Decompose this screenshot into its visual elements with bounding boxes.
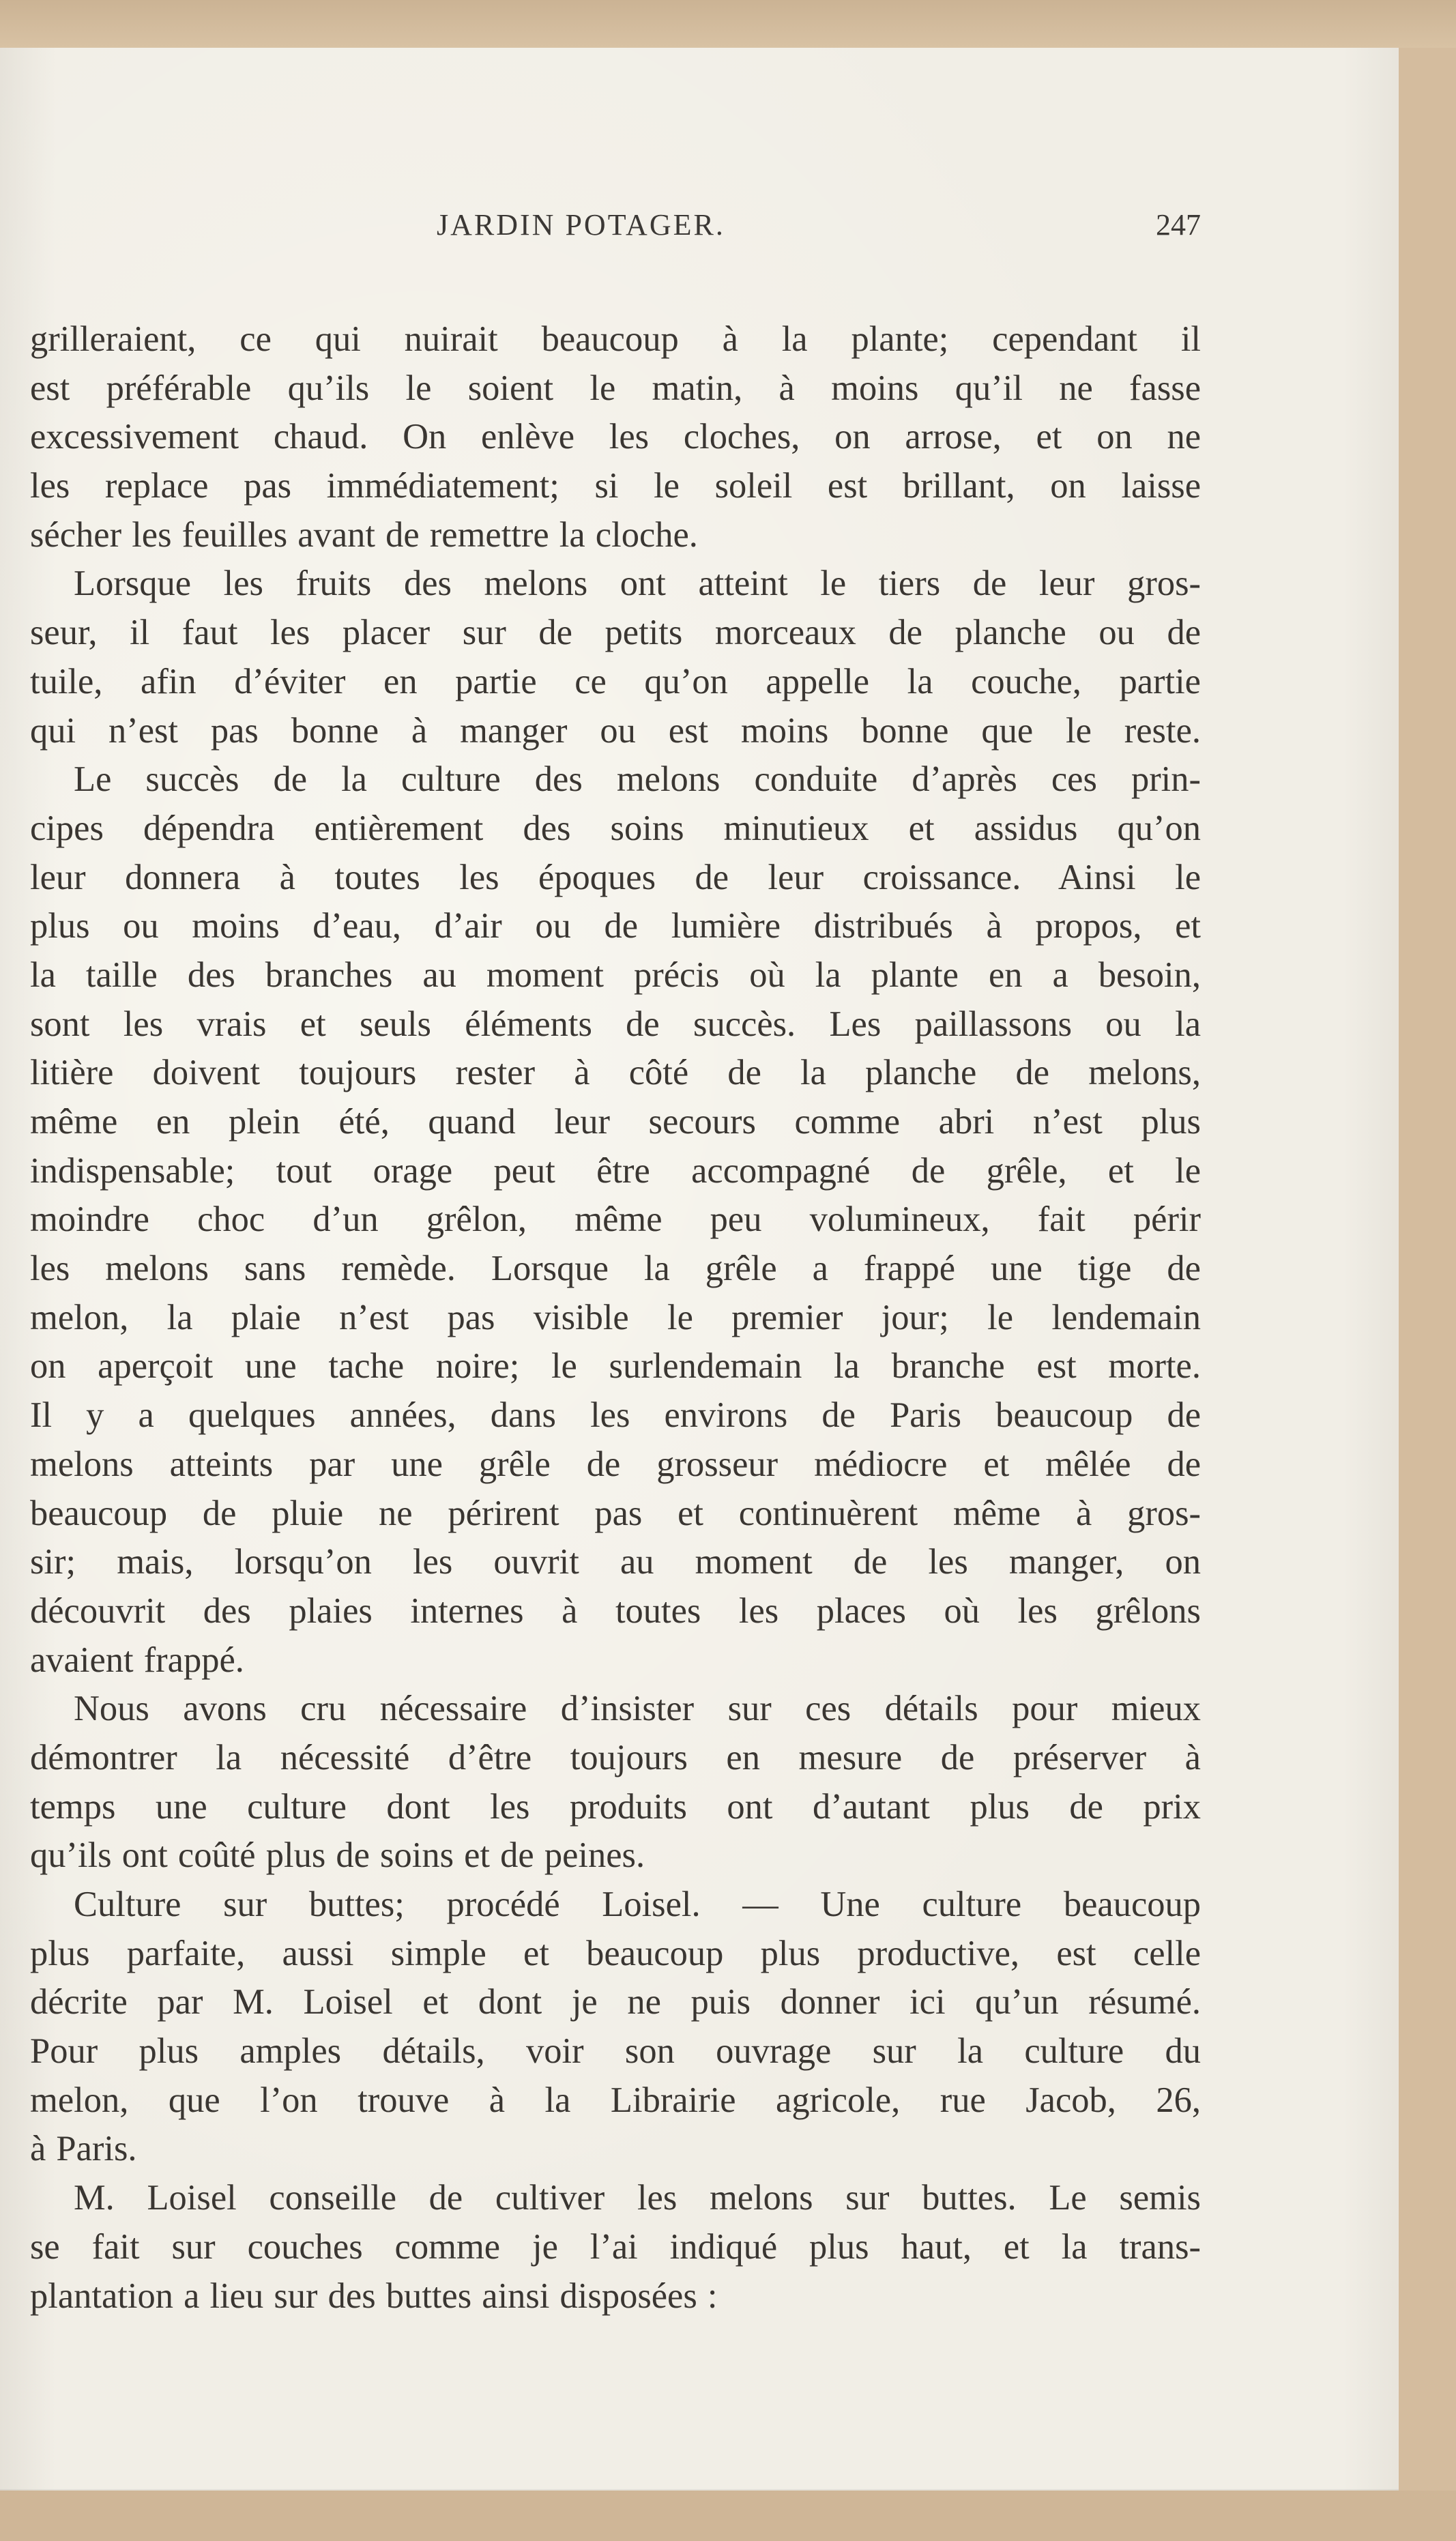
- text-line: excessivement chaud. On enlève les cloches, on arrose, et on ne: [30, 417, 1201, 457]
- text-line: sont les vrais et seuls éléments de succès. Les paillassons ou la: [30, 1004, 1201, 1044]
- text-line: sir; mais, lorsqu’on les ouvrit au moment de les manger, on: [30, 1542, 1201, 1582]
- text-line: grilleraient, ce qui nuirait beaucoup à la plante; cependant il: [30, 319, 1201, 359]
- text-line: on aperçoit une tache noire; le surlendemain la branche est morte.: [30, 1346, 1201, 1386]
- page-number: 247: [1156, 208, 1201, 242]
- text-line: indispensable; tout orage peut être accompagné de grêle, et le: [30, 1150, 1201, 1191]
- text-line: plus parfaite, aussi simple et beaucoup plus productive, est celle: [30, 1933, 1201, 1973]
- text-line: moindre choc d’un grêlon, même peu volumineux, fait périr: [30, 1200, 1201, 1240]
- text-line: litière doivent toujours rester à côté de la planche de melons,: [30, 1053, 1201, 1093]
- text-line: melon, que l’on trouve à la Librairie agricole, rue Jacob, 26,: [30, 2080, 1201, 2120]
- text-line: même en plein été, quand leur secours comme abri n’est plus: [30, 1102, 1201, 1142]
- paragraph-start-line: M. Loisel conseille de cultiver les melons sur buttes. Le semis: [74, 2178, 1201, 2218]
- text-line: temps une culture dont les produits ont d’autant plus de prix: [30, 1786, 1201, 1827]
- text-line: melon, la plaie n’est pas visible le premier jour; le lendemain: [30, 1297, 1201, 1337]
- paragraph-start-line: Le succès de la culture des melons conduite d’après ces prin-: [74, 759, 1201, 800]
- book-page: [0, 48, 1399, 2491]
- text-line: plus ou moins d’eau, d’air ou de lumière distribués à propos, et: [30, 906, 1201, 946]
- text-line: plantation a lieu sur des buttes ainsi disposées :: [30, 2276, 718, 2316]
- text-line: tuile, afin d’éviter en partie ce qu’on appelle la couche, partie: [30, 661, 1201, 701]
- section-heading-line: Culture sur buttes; procédé Loisel. — Une culture beaucoup: [74, 1885, 1201, 1924]
- text-line: qu’ils ont coûté plus de soins et de peines.: [30, 1835, 645, 1876]
- scan-border-top: [0, 0, 1456, 48]
- paragraph-start-line: Nous avons cru nécessaire d’insister sur ces détails pour mieux: [74, 1689, 1201, 1729]
- text-line: beaucoup de pluie ne périrent pas et continuèrent même à gros-: [30, 1493, 1201, 1533]
- body-text: [30, 315, 1201, 2321]
- text-line: se fait sur couches comme je l’ai indiqué plus haut, et la trans-: [30, 2226, 1201, 2267]
- text-line: leur donnera à toutes les époques de leur croissance. Ainsi le: [30, 857, 1201, 897]
- text-line: est préférable qu’ils le soient le matin, à moins qu’il ne fasse: [30, 368, 1201, 408]
- text-line: à Paris.: [30, 2129, 137, 2169]
- text-line: avaient frappé.: [30, 1640, 244, 1680]
- text-line: Il y a quelques années, dans les environs de Paris beaucoup de: [30, 1395, 1201, 1436]
- scan-border-bottom: [0, 2491, 1456, 2541]
- text-line: les replace pas immédiatement; si le soleil est brillant, on laisse: [30, 466, 1201, 506]
- text-line: qui n’est pas bonne à manger ou est moins bonne que le reste.: [30, 710, 1201, 751]
- text-line: sécher les feuilles avant de remettre la cloche.: [30, 514, 698, 555]
- text-line: découvrit des plaies internes à toutes les places où les grêlons: [30, 1591, 1201, 1631]
- text-line: les melons sans remède. Lorsque la grêle a frappé une tige de: [30, 1249, 1201, 1289]
- text-line: Pour plus amples détails, voir son ouvrage sur la culture du: [30, 2031, 1201, 2072]
- text-line: seur, il faut les placer sur de petits morceaux de planche ou de: [30, 613, 1201, 653]
- page-header: [0, 198, 1201, 252]
- text-line: la taille des branches au moment précis où la plante en a besoin,: [30, 955, 1201, 995]
- text-line: cipes dépendra entièrement des soins minutieux et assidus qu’on: [30, 808, 1201, 848]
- text-line: décrite par M. Loisel et dont je ne puis donner ici qu’un résumé.: [30, 1982, 1201, 2022]
- running-title: JARDIN POTAGER.: [437, 208, 725, 242]
- text-line: démontrer la nécessité d’être toujours en mesure de préserver à: [30, 1737, 1201, 1777]
- text-line: melons atteints par une grêle de grosseur médiocre et mêlée de: [30, 1444, 1201, 1484]
- paragraph-start-line: Lorsque les fruits des melons ont atteint le tiers de leur gros-: [74, 564, 1201, 604]
